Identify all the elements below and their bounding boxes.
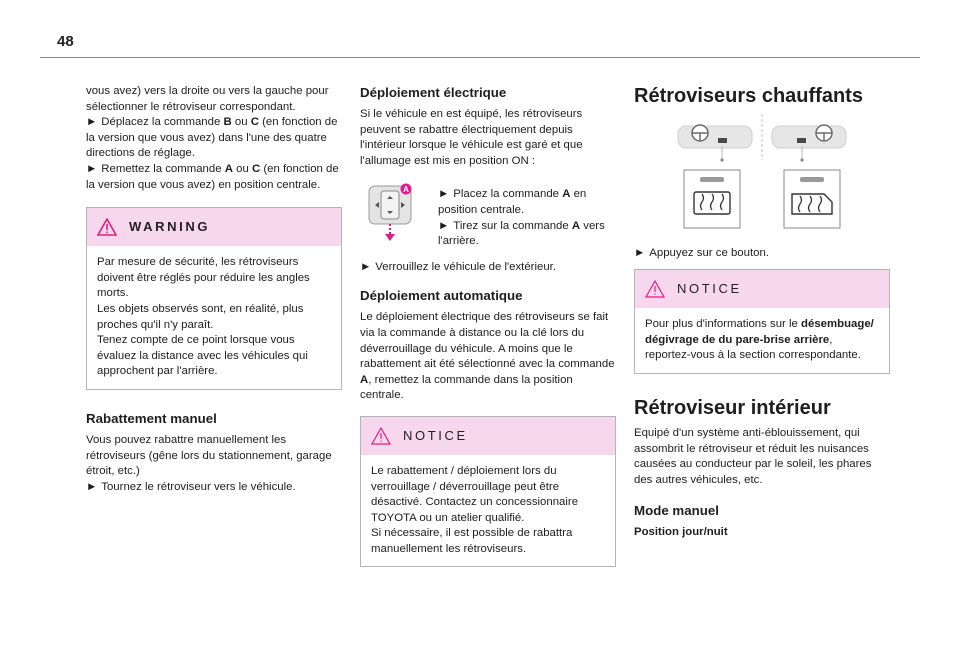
column-1 (86, 84, 342, 495)
dashboard-right-icon (772, 125, 846, 162)
step: ► Remettez la commande A ou C (en fonction de la version que vous avez) en position centrale. (86, 162, 339, 191)
bullet-arrow-icon: ► (438, 219, 450, 232)
step: ► Placez la commande A en position centrale. (438, 188, 587, 216)
dashboard-left-icon (678, 125, 752, 162)
notice-box (634, 269, 890, 374)
heated-mirror-illustration (634, 114, 890, 234)
warning-text: Les objets observés sont, en réalité, plus proches qu'il n'y paraît. (97, 302, 304, 331)
warning-box (86, 207, 342, 390)
section-heading: Déploiement électrique (360, 85, 507, 100)
step: ► Tirez sur la commande A vers l'arrière. (438, 219, 605, 248)
rear-defrost-button-icon (684, 170, 740, 228)
bullet-arrow-icon: ► (86, 162, 98, 175)
section-heading: Mode manuel (634, 503, 719, 519)
warning-text: Par mesure de sécurité, les rétroviseurs doivent être réglés pour réduire les angles morts. (97, 256, 310, 300)
bullet-arrow-icon: ► (438, 188, 450, 201)
warning-body (87, 246, 341, 389)
notice-title: NOTICE (677, 281, 742, 297)
paragraph: Vous pouvez rabattre manuellement les rétroviseurs (gêne lors du stationnement, garage étroit, etc.) (86, 433, 332, 478)
section-heading: Rabattement manuel (86, 410, 217, 426)
mirror-heater-button-icon (784, 170, 840, 228)
notice-body (361, 455, 615, 567)
warning-header (87, 208, 341, 246)
bullet-arrow-icon: ► (86, 480, 98, 493)
subheading: Position jour/nuit (634, 526, 728, 539)
mirror-switch-diagram (366, 179, 428, 243)
notice-body (635, 308, 889, 373)
step: ► Tournez le rétroviseur vers le véhicule. (86, 480, 296, 493)
section-title: Rétroviseurs chauffants (634, 85, 863, 107)
column-2 (360, 84, 616, 567)
warning-text: Tenez compte de ce point lorsque vous évaluez la distance avec les véhicules qui approchent par l'arrière. (97, 334, 308, 378)
notice-header (635, 270, 889, 308)
paragraph: Equipé d'un système anti-éblouissement, qui assombrit le rétroviseur et réduit les nuisances causées au conducteur par le soleil, les phares des autres véhicules, etc. (634, 426, 872, 486)
column-3 (634, 84, 890, 541)
header-rule (40, 57, 920, 58)
notice-icon (371, 427, 391, 445)
fold-steps (360, 179, 616, 249)
warning-title: WARNING (129, 219, 211, 235)
notice-text: Pour plus d'informations sur le désembuage/ dégivrage de du pare-brise arrière, reportez-vous à la section correspondante. (645, 318, 874, 362)
notice-icon (645, 280, 665, 298)
paragraph: Le déploiement électrique des rétroviseurs se fait via la commande à distance ou la clé lors du déverrouillage du véhicule. A moins que le rabattement ait été sélectionné avec la commande A, remettez la commande dans la position centrale. (360, 311, 615, 402)
bullet-arrow-icon: ► (360, 260, 372, 273)
warning-icon (97, 218, 117, 236)
notice-box (360, 416, 616, 568)
diagram-label-a: A (403, 185, 409, 195)
notice-title: NOTICE (403, 428, 468, 444)
page-number: 48 (57, 33, 74, 50)
notice-header (361, 417, 615, 455)
paragraph: Si le véhicule en est équipé, les rétroviseurs peuvent se rabattre électriquement depuis l'intérieur lorsque le véhicule est garé et que l'allumage est mis en position ON : (360, 108, 583, 167)
bullet-arrow-icon: ► (634, 246, 646, 259)
section-heading: Déploiement automatique (360, 288, 523, 304)
notice-text: Si nécessaire, il est possible de rabattra manuellement les rétroviseurs. (371, 527, 573, 555)
notice-text: Le rabattement / déploiement lors du verrouillage / déverrouillage peut être désactivé. Contactez un concessionnaire TOYOTA ou un atelier qualifié. (371, 464, 579, 524)
step: ► Verrouillez le véhicule de l'extérieur. (360, 260, 557, 273)
step: ► Déplacez la commande B ou C (en fonction de la version que vous avez) dans l'une des quatre directions de réglage. (86, 116, 338, 160)
bullet-arrow-icon: ► (86, 116, 98, 129)
step: ► Appuyez sur ce bouton. (634, 246, 769, 259)
section-title: Rétroviseur intérieur (634, 396, 831, 419)
paragraph: vous avez) vers la droite ou vers la gauche pour sélectionner le rétroviseur correspondant. (86, 85, 329, 113)
